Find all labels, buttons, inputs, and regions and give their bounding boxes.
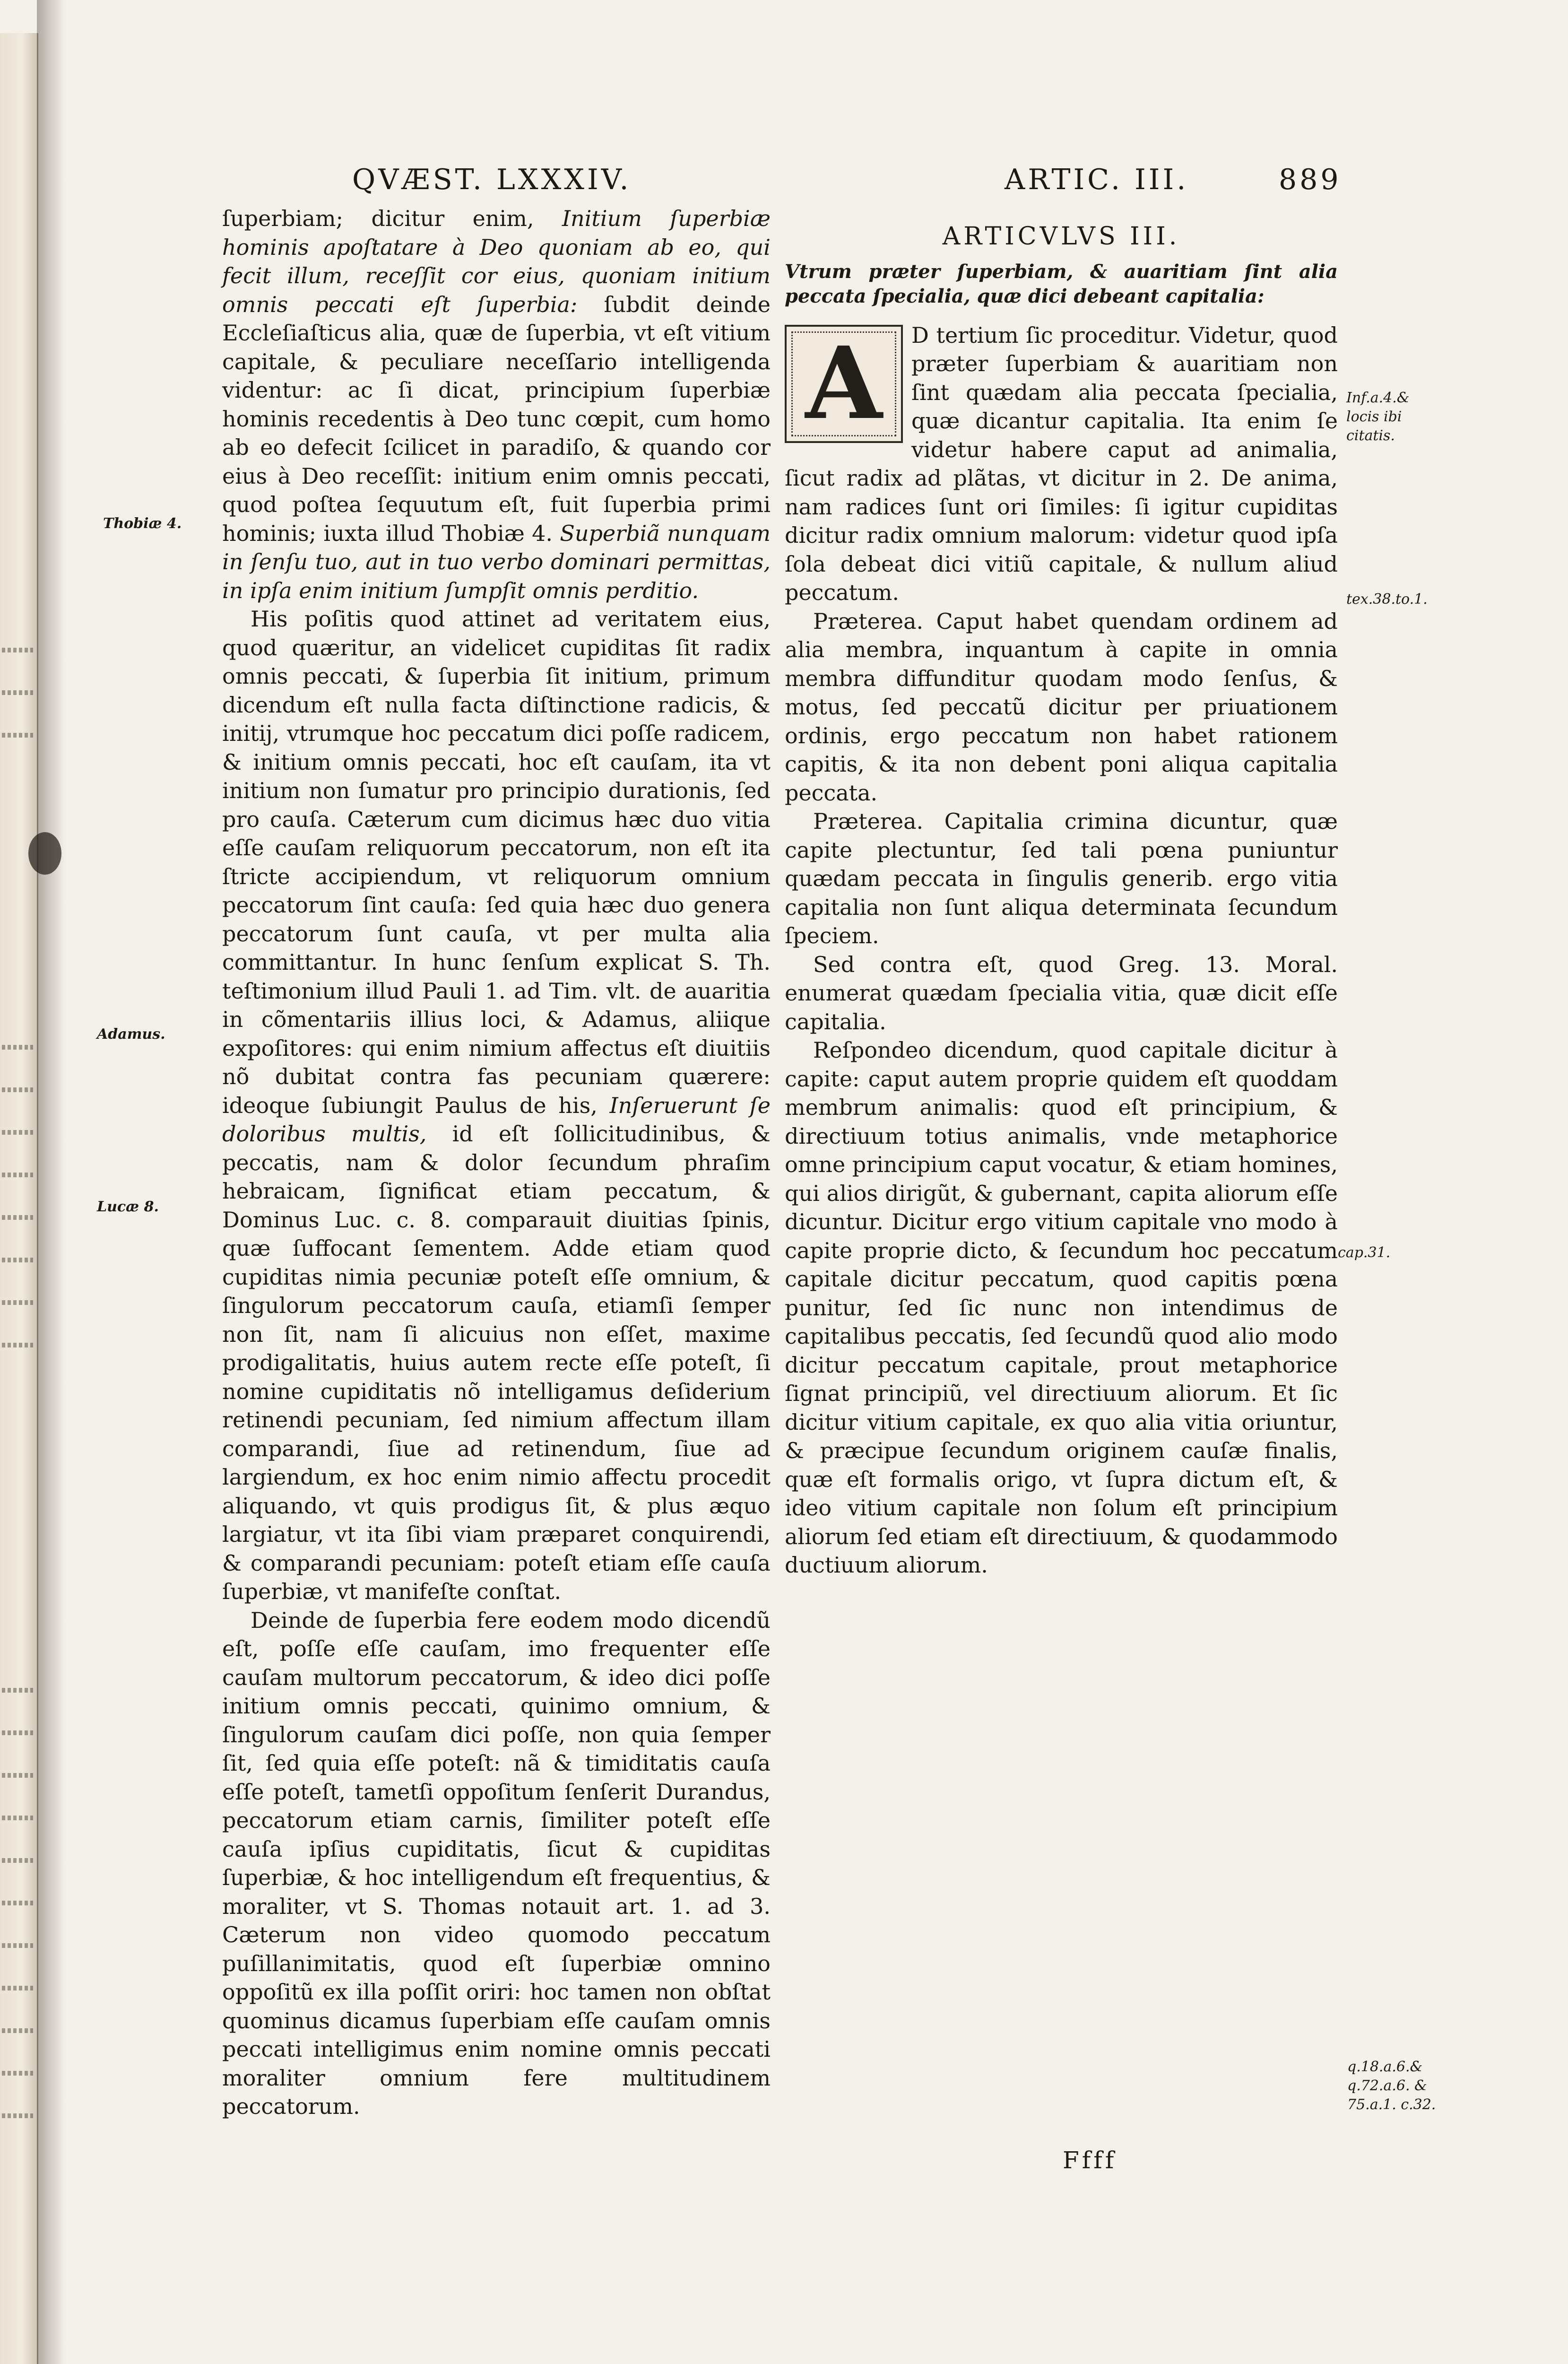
running-head-quaestio: QVÆST. LXXXIV.: [352, 163, 632, 196]
margin-note-tex: tex.38.to.1.: [1346, 591, 1428, 608]
right-paragraph-3: Præterea. Capitalia crimina dicuntur, quæ capite plectuntur, ſed tali pœna puniuntur quædam peccata in ſingulis generib. ergo vitia capitalia non ſunt aliqua determinata ſecundum ſpeciem.: [785, 808, 1338, 948]
text-span: ſubdit deinde Eccleſiaſticus alia, quæ de ſuperbia, vt eſt vitium capitale, & peculiare neceſſario intelligenda videntur: ac ſi dicat, principium ſuperbiæ hominis recedentis à Deo tunc cœpit, cum homo ab eo defecit ſcilicet in paradiſo, & quando cor eius à Deo receſſit: initium enim omnis peccati, quod poſtea ſequutum eſt, fuit ſuperbia primi hominis; iuxta illud Thobiæ 4.: [222, 291, 771, 546]
text-span: D tertium ſic proceditur. Videtur, quod præter ſuperbiam & auaritiam non ſint quædam alia peccata ſpecialia, quæ dicantur capitalia. Ita enim ſe videtur habere caput ad animalia, ſicut radix ad plãtas, vt dicitur in 2. De anima, nam radices ſunt ori ſimiles: ſi igitur cupiditas dicitur radix omnium malorum: videtur quod ipſa ſola debeat dici vitiũ capitale, & nullum aliud peccatum.: [785, 322, 1338, 605]
running-head-articulus: ARTIC. III.: [1005, 163, 1189, 196]
quotation-thobias: Superbiã nunquam in ſenſu tuo, aut in tuo verbo dominari permittas, in ipſa enim initium ſumpſit omnis perditio.: [222, 520, 771, 603]
signature-mark: Ffff: [1063, 2147, 1117, 2174]
text-span: ſuperbiam; dicitur enim,: [222, 206, 534, 231]
folio-number: 889: [1279, 163, 1342, 196]
left-column: [222, 204, 771, 2121]
margin-note-cap: cap.31.: [1338, 1244, 1391, 1261]
margin-note-q18: q.18.a.6.& q.72.a.6. & 75.a.1. c.32.: [1347, 2059, 1436, 2113]
margin-note-adamus: Adamus.: [97, 1026, 165, 1043]
right-paragraph-1: [785, 321, 1338, 607]
text-span: His poſitis quod attinet ad veritatem eius, quod quæritur, an videlicet cupiditas ſit radix omnis peccati, & ſuperbia ſit initium, primum dicendum eſt nulla facta diſtinctione radicis, & initij, vtrumque hoc peccatum dici poſſe radicem, & initium omnis peccati, hoc eſt cauſam, ita vt initium non ſumatur pro principio durationis, ſed pro cauſa. Cæterum cum dicimus hæc duo vitia eſſe cauſam reliquorum peccatorum, non eſt ita ſtricte accipiendum, vt reliquorum omnium peccatorum ſint cauſa: ſed quia hæc duo genera peccatorum ſunt cauſa, vt per multa alia committantur. In hunc ſenſum explicat S. Th. teſtimonium illud Pauli 1. ad Tim. vlt. de auaritia in cõmentariis illius loci, & Adamus, aliique expoſitores: qui enim nimium affectus eſt diuitiis nõ dubitat contra fas pecuniam quærere: ideoque ſubiungit Paulus de his,: [222, 606, 771, 1118]
left-paragraph-1: [222, 204, 771, 605]
decorated-initial: [785, 325, 903, 443]
gutter-shadow: [37, 0, 65, 2364]
article-heading: ARTICVLVS III.: [942, 222, 1180, 251]
text-span: id eſt ſollicitudinibus, & peccatis, nam & dolor ſecundum phraſim hebraicam, ſignificat etiam peccatum, & Dominus Luc. c. 8. comparauit diuitias ſpinis, quæ ſuffocant ſementem. Adde etiam quod cupiditas nimia pecuniæ poteſt eſſe omnium, & ſingulorum peccatorum cauſa, etiamſi ſemper non ſit, nam ſi alicuius non eſſet, maxime prodigalitatis, huius autem recte eſſe poteſt, ſi nomine cupiditatis nõ intelligamus deſiderium retinendi pecuniam, ſed nimium affectum illam comparandi, ſiue ad retinendum, ſiue ad largiendum, ex hoc enim nimio affectu procedit aliquando, vt quis prodigus ſit, & plus æquo largiatur, vt ita ſibi viam præparet conquirendi, & comparandi pecuniam: poteſt etiam eſſe cauſa ſuperbiæ, vt manifeſte conſtat.: [222, 1121, 771, 1604]
adjacent-page-edge: [0, 33, 38, 2364]
initial-letter: A: [805, 325, 883, 442]
ink-blot: [28, 832, 61, 875]
right-column: [785, 222, 1338, 1580]
margin-note-thobias: Thobiæ 4.: [103, 515, 182, 532]
article-question: Vtrum præter ſuperbiam, & auaritiam ſint alia peccata ſpecialia, quæ dici debeant capitalia:: [785, 260, 1338, 307]
right-paragraph-4: Sed contra eſt, quod Greg. 13. Moral. enumerat quædam ſpecialia vitia, quæ dicit eſſe capitalia.: [785, 951, 1338, 1034]
quotation-paulus: Inſeruerunt ſe doloribus multis,: [222, 1092, 771, 1147]
right-paragraph-5: Reſpondeo dicendum, quod capitale dicitur à capite: caput autem proprie quidem eſt quoddam membrum animalis: quod eſt principium, & directiuum totius animalis, vnde metaphorice omne principium caput vocatur, & etiam homines, qui alios dirigũt, & gubernant, capita aliorum eſſe dicuntur. Dicitur ergo vitium capitale vno modo à capite proprie dicto, & ſecundum hoc peccatum capitale dicitur peccatum, quod capitis pœna punitur, ſed ſic nunc non intendimus de capitalibus peccatis, ſed ſecundũ quod alio modo dicitur peccatum capitale, prout metaphorice ſignat principiũ, vel directiuum aliorum. Et ſic dicitur vitium capitale, ex quo alia vitia oriuntur, & præcipue ſecundum originem cauſæ finalis, quæ eſt formalis origo, vt ſupra dictum eſt, & ideo vitium capitale non ſolum eſt principium aliorum ſed etiam eſt directiuum, & quodammodo ductiuum aliorum.: [785, 1037, 1338, 1578]
margin-note-lucas: Lucæ 8.: [97, 1199, 159, 1215]
right-paragraph-2: Præterea. Caput habet quendam ordinem ad alia membra, inquantum à capite in omnia membra diffunditur quodam modo ſenſus, & motus, ſed peccatũ dicitur per priuationem ordinis, ergo peccatum non habet rationem capitis, & ita non debent poni aliqua capitalia peccata.: [785, 608, 1338, 806]
left-paragraph-2: [222, 605, 771, 1606]
left-paragraph-3: Deinde de ſuperbia fere eodem modo dicendũ eſt, poſſe eſſe cauſam, imo frequenter eſſe cauſam multorum peccatorum, & ideo dici poſſe initium omnis peccati, quinimo omnium, & ſingulorum cauſam dici poſſe, non quia ſemper ſit, ſed quia eſſe poteſt: nã & timiditatis cauſa eſſe poteſt, tametſi oppoſitum ſenſerit Durandus, peccatorum etiam carnis, ſimiliter poteſt eſſe cauſa ipſius cupiditatis, ſicut & cupiditas ſuperbiæ, & hoc intelligendum eſt frequentius, & moraliter, vt S. Thomas notauit art. 1. ad 3. Cæterum non video quomodo peccatum puſillanimitatis, quod eſt ſuperbiæ omnino oppoſitũ ex illa poſſit oriri: hoc tamen non obſtat quominus dicamus ſuperbiam eſſe cauſam omnis peccati intelligimus enim nomine omnis peccati moraliter omnium fere multitudinem peccatorum.: [222, 1607, 771, 2119]
quotation-ecclesiasticus: Initium ſuperbiæ hominis apoſtatare à Deo quoniam ab eo, qui fecit illum, receſſit cor eius, quoniam initium omnis peccati eſt ſuperbia:: [222, 206, 771, 317]
margin-note-inf: Inf.a.4.& locis ibi citatis.: [1346, 390, 1410, 444]
